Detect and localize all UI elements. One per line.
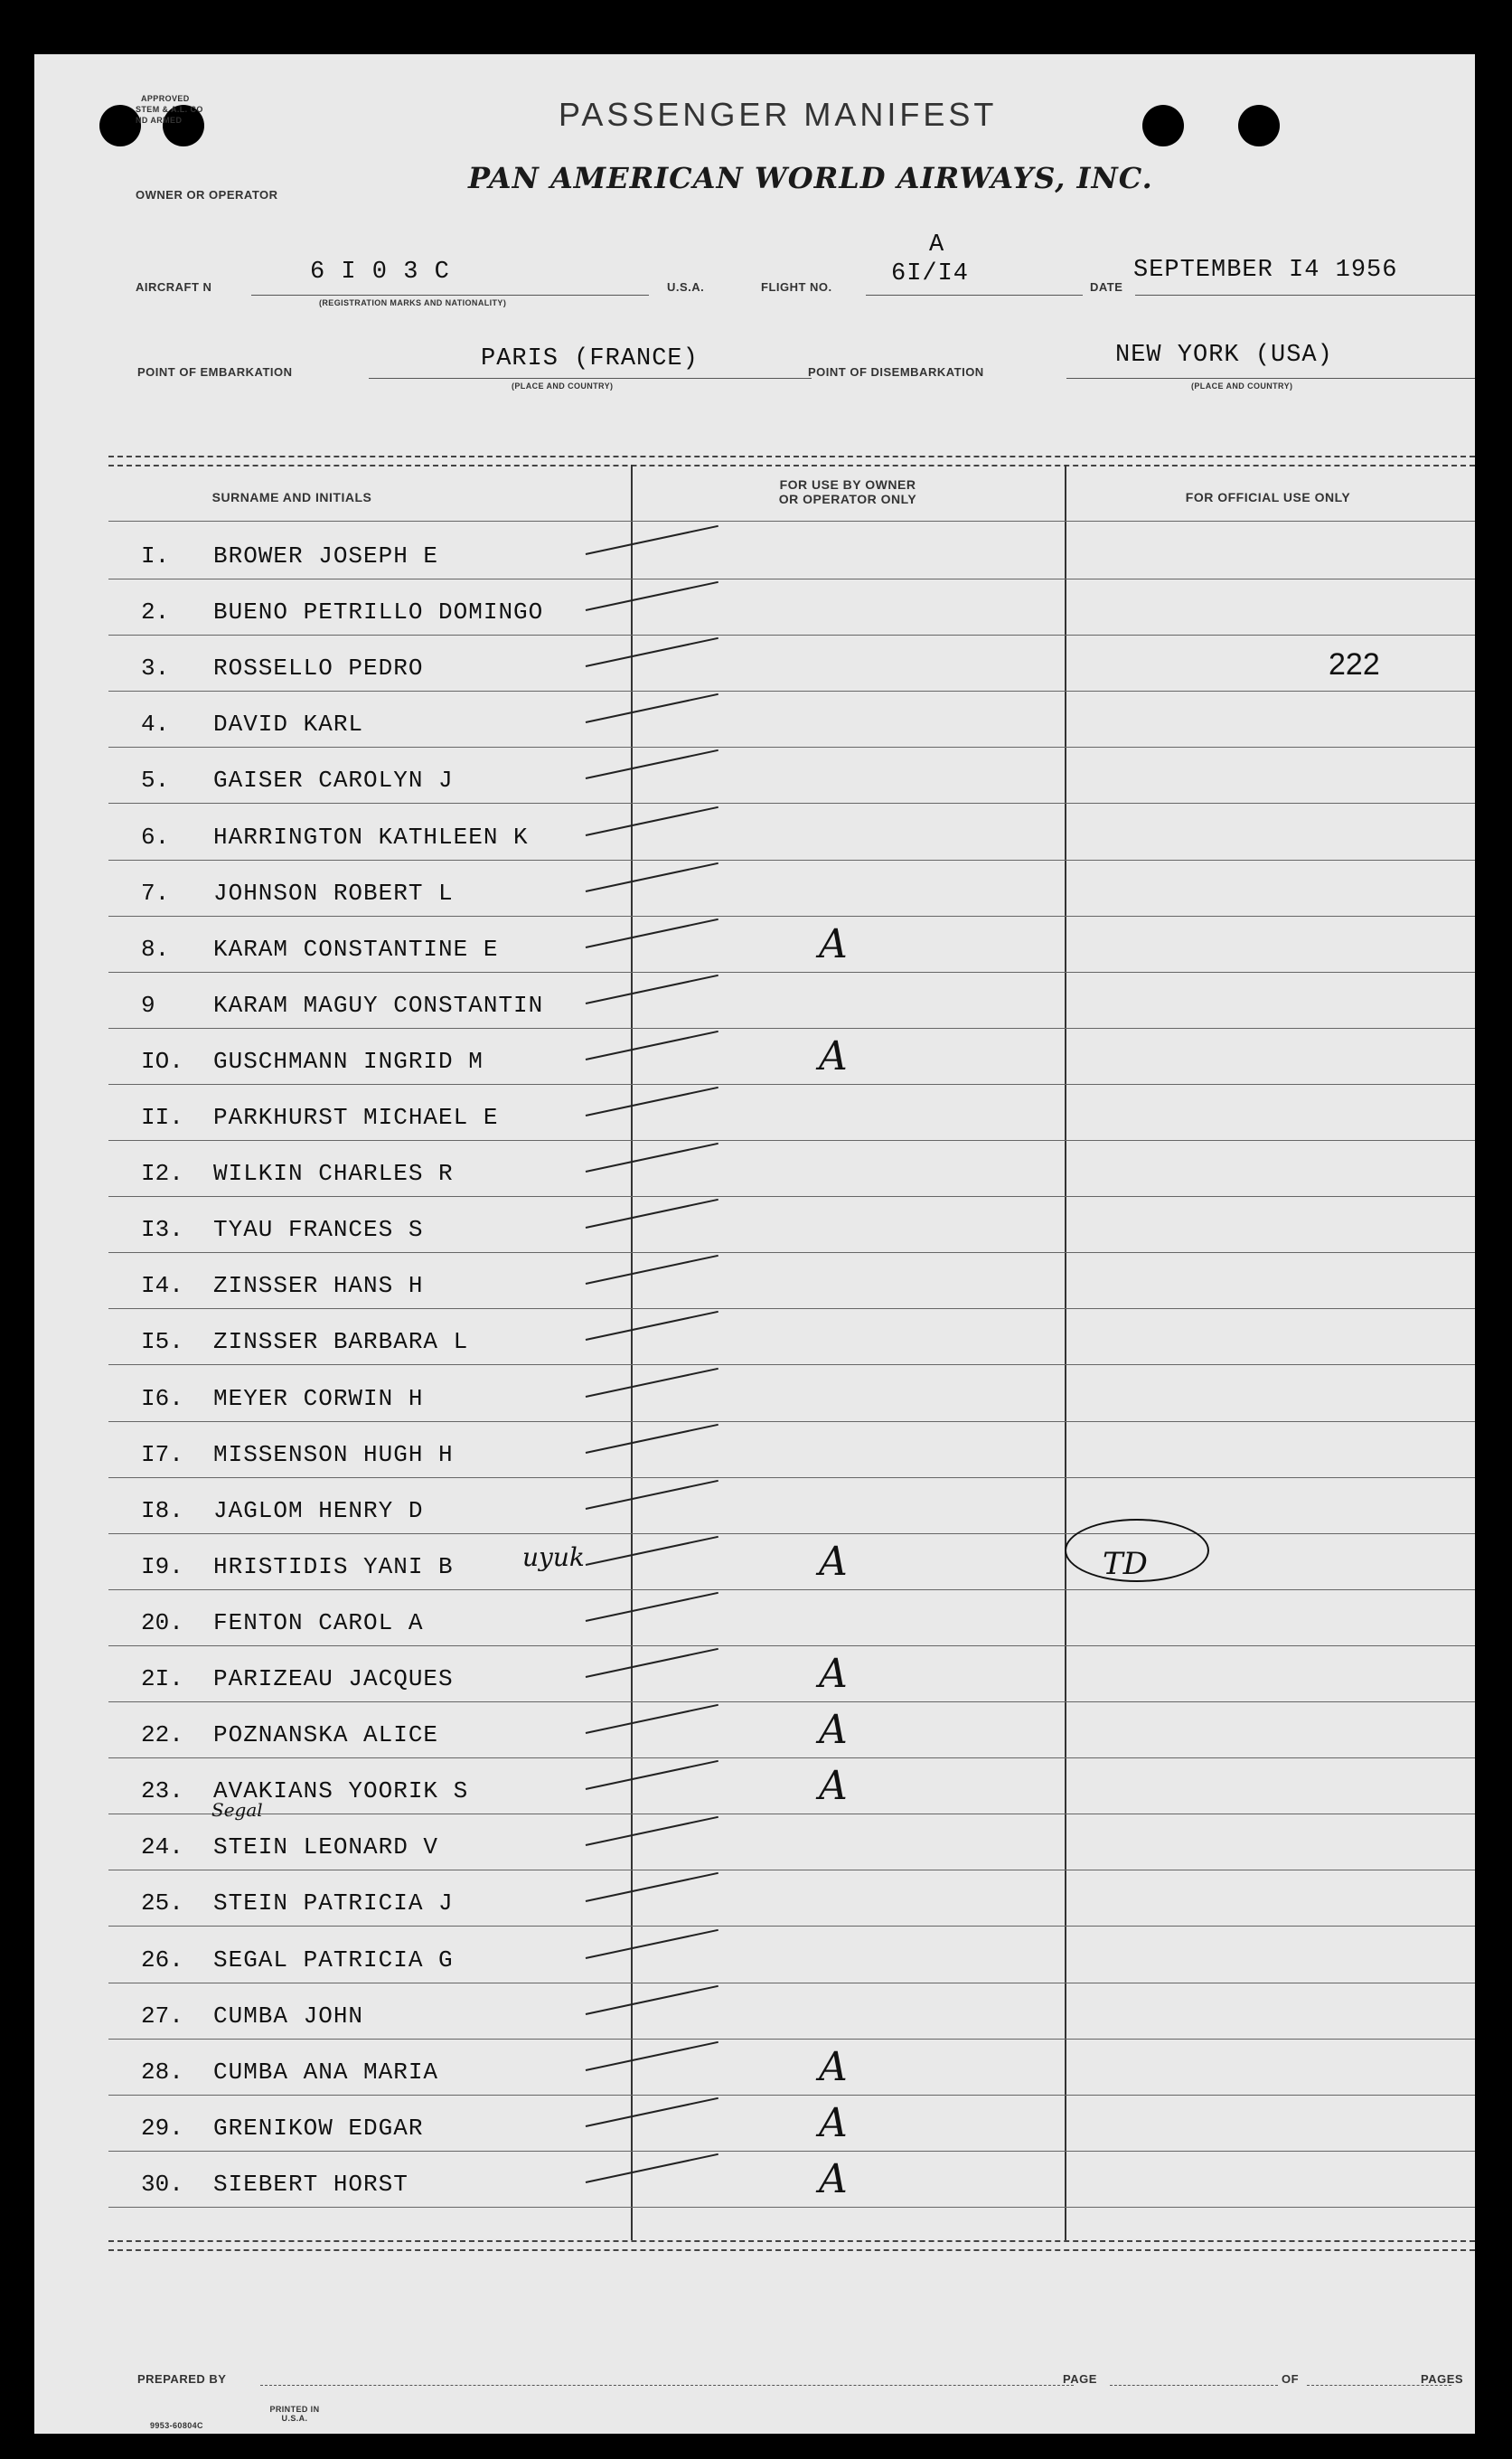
- table-row: [34, 749, 1475, 805]
- flight-value: 6I/I4: [891, 260, 970, 287]
- passenger-name: GAISER CAROLYN J: [213, 767, 454, 795]
- row-rule: [108, 1140, 1475, 1141]
- check-stroke: [586, 1087, 718, 1116]
- table-row: [34, 2096, 1475, 2153]
- check-stroke: [586, 806, 718, 835]
- check-stroke: [586, 1367, 718, 1397]
- col-header-official: FOR OFFICIAL USE ONLY: [1185, 490, 1351, 504]
- passenger-number: 30.: [141, 2170, 183, 2198]
- approval-stamp-line1: APPROVED: [141, 94, 190, 103]
- row-rule: [108, 2207, 1475, 2208]
- check-stroke: [586, 1872, 718, 1902]
- passenger-number: IO.: [141, 1047, 183, 1075]
- check-stroke: [586, 637, 718, 667]
- passenger-number: 8.: [141, 935, 170, 963]
- passenger-number: I7.: [141, 1440, 183, 1468]
- passenger-name: STEIN PATRICIA J: [213, 1889, 454, 1917]
- row-rule: [108, 1084, 1475, 1085]
- passenger-name: PARIZEAU JACQUES: [213, 1665, 454, 1693]
- passenger-number: 2I.: [141, 1665, 183, 1693]
- passenger-name: FENTON CAROL A: [213, 1608, 424, 1636]
- table-row: [34, 2153, 1475, 2209]
- passenger-name: POZNANSKA ALICE: [213, 1721, 439, 1749]
- table-row: [34, 1254, 1475, 1310]
- passenger-name: AVAKIANS YOORIK S: [213, 1777, 469, 1805]
- check-stroke: [586, 1536, 718, 1566]
- passenger-number: 27.: [141, 2002, 183, 2030]
- disembark-value: NEW YORK (USA): [1115, 342, 1333, 369]
- check-stroke: [586, 1255, 718, 1285]
- aircraft-label: AIRCRAFT N: [136, 280, 212, 294]
- passenger-name: SIEBERT HORST: [213, 2170, 409, 2198]
- flight-superscript: A: [929, 231, 945, 259]
- table-bottom-rule-2: [108, 2249, 1475, 2251]
- passenger-name: ROSSELLO PEDRO: [213, 655, 424, 683]
- table-row: [34, 636, 1475, 692]
- table-row: [34, 1703, 1475, 1759]
- row-rule: [108, 1533, 1475, 1534]
- page-title: PASSENGER MANIFEST: [559, 96, 998, 133]
- row-rule: [108, 2039, 1475, 2040]
- official-circle-row19: [1065, 1519, 1209, 1582]
- embark-value: PARIS (FRANCE): [481, 345, 699, 372]
- manifest-page: [34, 54, 1475, 2434]
- passenger-number: 6.: [141, 823, 170, 851]
- row-rule: [108, 1308, 1475, 1309]
- table-top-rule-2: [108, 465, 1475, 466]
- col-header-names: SURNAME AND INITIALS: [211, 490, 372, 504]
- form-number: 9953-60804C: [150, 2421, 203, 2430]
- check-stroke: [586, 1648, 718, 1678]
- check-stroke: [586, 919, 718, 948]
- table-row: [34, 806, 1475, 862]
- col-header-owner-line2: OR OPERATOR ONLY: [778, 492, 917, 506]
- passenger-number: I.: [141, 542, 170, 570]
- check-stroke: [586, 1760, 718, 1790]
- table-row: [34, 1928, 1475, 1984]
- table-row: [34, 862, 1475, 918]
- passenger-number: 20.: [141, 1608, 183, 1636]
- table-row: [34, 1198, 1475, 1254]
- owner-mark: A: [819, 2155, 848, 2202]
- passenger-number: 24.: [141, 1833, 183, 1861]
- passenger-number: 2.: [141, 598, 170, 627]
- passenger-name: TYAU FRANCES S: [213, 1216, 424, 1244]
- registration-caption: (REGISTRATION MARKS AND NATIONALITY): [319, 298, 507, 307]
- row-rule: [108, 1028, 1475, 1029]
- row-rule: [108, 1252, 1475, 1253]
- check-stroke: [586, 1311, 718, 1341]
- check-stroke: [586, 1199, 718, 1229]
- passenger-name: GRENIKOW EDGAR: [213, 2114, 424, 2142]
- row-rule: [108, 803, 1475, 804]
- passenger-number: II.: [141, 1104, 183, 1132]
- embark-caption: (PLACE AND COUNTRY): [512, 382, 614, 391]
- row-rule: [108, 860, 1475, 861]
- table-top-rule: [108, 456, 1475, 457]
- embark-label: POINT OF EMBARKATION: [137, 365, 293, 379]
- table-row: [34, 1310, 1475, 1366]
- disembark-label: POINT OF DISEMBARKATION: [808, 365, 984, 379]
- passenger-number: 3.: [141, 655, 170, 683]
- table-row: [34, 1871, 1475, 1927]
- passenger-name: BROWER JOSEPH E: [213, 542, 439, 570]
- table-row: [34, 524, 1475, 580]
- check-stroke: [586, 1480, 718, 1510]
- passenger-number: 29.: [141, 2114, 183, 2142]
- passenger-name: SEGAL PATRICIA G: [213, 1946, 454, 1974]
- row-rule: [108, 1477, 1475, 1478]
- official-entry: 222: [1329, 647, 1380, 683]
- check-stroke: [586, 2097, 718, 2127]
- table-bottom-rule: [108, 2240, 1475, 2242]
- owner-mark: A: [819, 920, 848, 967]
- usa-label: U.S.A.: [667, 280, 705, 294]
- passenger-name: CUMBA JOHN: [213, 2002, 364, 2030]
- check-stroke: [586, 581, 718, 611]
- row-rule: [108, 1757, 1475, 1758]
- passenger-number: I5.: [141, 1328, 183, 1356]
- owner-mark: A: [819, 2043, 848, 2090]
- table-row: [34, 1815, 1475, 1871]
- row-rule: [108, 1645, 1475, 1646]
- flight-label: FLIGHT NO.: [761, 280, 832, 294]
- date-label: DATE: [1090, 280, 1123, 294]
- passenger-name: CUMBA ANA MARIA: [213, 2058, 439, 2086]
- table-row: [34, 1984, 1475, 2040]
- official-entry: TD: [1103, 1545, 1148, 1582]
- passenger-name: HRISTIDIS YANI B: [213, 1552, 454, 1580]
- table-row: [34, 1647, 1475, 1703]
- passenger-number: 4.: [141, 711, 170, 739]
- check-stroke: [586, 693, 718, 723]
- punch-hole-right-2: [1238, 105, 1280, 146]
- table-row: [34, 1086, 1475, 1142]
- check-stroke: [586, 2153, 718, 2183]
- punch-hole-right-1: [1142, 105, 1184, 146]
- row-rule: [108, 916, 1475, 917]
- of-label: OF: [1282, 2372, 1300, 2386]
- check-stroke: [586, 1143, 718, 1173]
- check-stroke: [586, 1031, 718, 1060]
- row-rule: [108, 2151, 1475, 2152]
- passenger-name: ZINSSER HANS H: [213, 1272, 424, 1300]
- check-stroke: [586, 975, 718, 1004]
- owner-mark: A: [819, 1032, 848, 1079]
- passenger-name: MEYER CORWIN H: [213, 1384, 424, 1412]
- check-stroke: [586, 1928, 718, 1958]
- passenger-number: I8.: [141, 1496, 183, 1524]
- row-rule: [108, 1196, 1475, 1197]
- passenger-number: I6.: [141, 1384, 183, 1412]
- passenger-number: 7.: [141, 879, 170, 907]
- passenger-name: MISSENSON HUGH H: [213, 1440, 454, 1468]
- check-stroke: [586, 525, 718, 555]
- check-stroke: [586, 1704, 718, 1734]
- passenger-number: I9.: [141, 1552, 183, 1580]
- aircraft-value: 6 I 0 3 C: [310, 259, 450, 286]
- row-rule: [108, 972, 1475, 973]
- row-rule: [108, 1589, 1475, 1590]
- table-row: [34, 2040, 1475, 2096]
- passenger-name: KARAM CONSTANTINE E: [213, 935, 499, 963]
- check-stroke: [586, 1592, 718, 1622]
- table-row: [34, 1030, 1475, 1086]
- passenger-number: I3.: [141, 1216, 183, 1244]
- passenger-number: 9: [141, 991, 155, 1019]
- table-row: [34, 1479, 1475, 1535]
- passenger-number: 23.: [141, 1777, 183, 1805]
- passenger-name: JOHNSON ROBERT L: [213, 879, 454, 907]
- col-header-owner-line1: FOR USE BY OWNER: [779, 477, 916, 492]
- passenger-name: JAGLOM HENRY D: [213, 1496, 424, 1524]
- row-rule: [108, 1421, 1475, 1422]
- prepared-label: PREPARED BY: [137, 2372, 227, 2386]
- passenger-name: GUSCHMANN INGRID M: [213, 1047, 484, 1075]
- printed-in-usa-mark: PRINTED IN U.S.A.: [269, 2405, 320, 2423]
- row-rule: [108, 691, 1475, 692]
- check-stroke: [586, 1424, 718, 1454]
- row-rule: [108, 1926, 1475, 1927]
- passenger-name: DAVID KARL: [213, 711, 364, 739]
- owner-mark: A: [819, 2099, 848, 2146]
- check-stroke: [586, 1985, 718, 2015]
- operator-name: PAN AMERICAN WORLD AIRWAYS, INC.: [468, 161, 1153, 195]
- passenger-number: 26.: [141, 1946, 183, 1974]
- table-row: [34, 1535, 1475, 1591]
- approval-stamp-line3: ND ARMED: [136, 116, 183, 125]
- passenger-name: KARAM MAGUY CONSTANTIN: [213, 991, 544, 1019]
- table-row: [34, 580, 1475, 636]
- check-stroke: [586, 749, 718, 779]
- owner-mark: A: [819, 1651, 848, 1698]
- check-stroke: [586, 1816, 718, 1846]
- passenger-name: BUENO PETRILLO DOMINGO: [213, 598, 544, 627]
- check-stroke: [586, 2041, 718, 2071]
- table-row: [34, 974, 1475, 1030]
- row-rule: [108, 1364, 1475, 1365]
- disembark-caption: (PLACE AND COUNTRY): [1191, 382, 1293, 391]
- table-row: [34, 1367, 1475, 1423]
- handwritten-note-row24: Segal: [211, 1799, 263, 1821]
- passenger-name: WILKIN CHARLES R: [213, 1160, 454, 1188]
- passenger-number: 28.: [141, 2058, 183, 2086]
- date-value: SEPTEMBER I4 1956: [1133, 257, 1398, 284]
- row-rule: [108, 747, 1475, 748]
- owner-mark: A: [819, 1538, 848, 1585]
- approval-stamp-line2: STEM & A.L. CO: [136, 105, 203, 114]
- passenger-number: 22.: [141, 1721, 183, 1749]
- passenger-name: STEIN LEONARD V: [213, 1833, 439, 1861]
- passenger-number: I2.: [141, 1160, 183, 1188]
- table-row: [34, 918, 1475, 974]
- passenger-name: ZINSSER BARBARA L: [213, 1328, 469, 1356]
- handwritten-note-row19: uyuk: [522, 1542, 585, 1572]
- table-row: [34, 1142, 1475, 1198]
- passenger-number: I4.: [141, 1272, 183, 1300]
- owner-mark: A: [819, 1707, 848, 1754]
- row-rule: [108, 2095, 1475, 2096]
- owner-mark: A: [819, 1763, 848, 1810]
- pages-label: PAGES: [1421, 2372, 1464, 2386]
- row-rule: [108, 1701, 1475, 1702]
- page-label: PAGE: [1063, 2372, 1097, 2386]
- passenger-name: HARRINGTON KATHLEEN K: [213, 823, 529, 851]
- row-rule: [108, 635, 1475, 636]
- table-row: [34, 1591, 1475, 1647]
- table-row: [34, 1423, 1475, 1479]
- owner-label: OWNER OR OPERATOR: [136, 188, 278, 202]
- table-row: [34, 692, 1475, 749]
- passenger-number: 25.: [141, 1889, 183, 1917]
- passenger-number: 5.: [141, 767, 170, 795]
- passenger-name: PARKHURST MICHAEL E: [213, 1104, 499, 1132]
- check-stroke: [586, 862, 718, 892]
